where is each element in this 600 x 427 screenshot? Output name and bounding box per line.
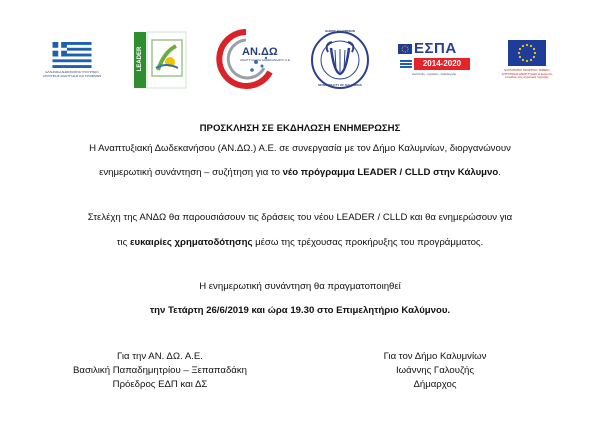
eu-mini-flag-icon <box>398 44 412 54</box>
greek-ministry-caption: ΕΛΛΗΝΙΚΗ ΔΗΜΟΚΡΑΤΙΑ ΥΠΟΥΡΓΕΙΟ ΑΓΡΟΤΙΚΗΣ ΑΝΑΠΤΥΞΗΣ ΚΑΙ ΤΡΟΦΙΜΩΝ <box>42 70 102 78</box>
andho-logo <box>212 28 291 90</box>
kalymnos-municipality-logo <box>310 30 370 90</box>
document-heading: ΠΡΟΣΚΛΗΣΗ ΣΕ ΕΚΔΗΛΩΣΗ ΕΝΗΜΕΡΩΣΗΣ <box>199 123 401 134</box>
kalymnos-seal-icon <box>310 30 370 90</box>
kalymnos-ring-bottom: MUNICIPALITY OF KALYMNOS <box>318 83 362 87</box>
eu-flag-icon <box>508 40 546 66</box>
paragraph-1-line-2 <box>0 167 600 178</box>
greek-ministry-logo <box>40 42 104 86</box>
paragraph-2-line-1: Στελέχη της ΑΝΔΩ θα παρουσιάσουν τις δράσεις του νέου LEADER / CLLD και θα ενημερώσουν για <box>87 212 513 223</box>
signature-left-org: Για την ΑΝ. ΔΩ. Α.Ε. <box>117 351 203 362</box>
eu-eafrd-logo <box>496 40 558 86</box>
espa-text: ΕΣΠΑ <box>414 40 457 57</box>
andho-subtitle: ΑΝΑΠΤΥΞΙΑΚΗ ΔΩΔΕΚΑΝΗΣΟΥ Α.Ε. <box>240 58 291 62</box>
kalymnos-ring-top: ΔΗΜΟΣ ΚΑΛΥΜΝΙΩΝ <box>325 29 355 33</box>
signature-right-org: Για τον Δήμο Καλυμνίων <box>383 351 487 362</box>
paragraph-2-line-2 <box>0 237 600 248</box>
signature-right-name: Ιωάννης Γαλουζής <box>395 365 474 376</box>
logo-strip <box>0 28 600 92</box>
signature-right-title: Δήμαρχος <box>413 379 457 390</box>
signature-left <box>40 350 280 392</box>
espa-motto: ανάπτυξη - εργασία - αλληλεγγύη <box>411 72 457 76</box>
p2-line2-start: τις <box>116 237 130 248</box>
andho-text: ΑΝ.ΔΩ <box>242 46 278 58</box>
leader-logo <box>134 32 186 88</box>
paragraph-3-line-1: Η ενημερωτική συνάντηση θα πραγματοποιηθεί <box>199 281 401 292</box>
greek-flag-icon <box>52 42 92 68</box>
espa-logo <box>398 40 470 86</box>
signature-left-name: Βασιλική Παπαδημητρίου – Ξεπαπαδάκη <box>73 365 247 376</box>
eu-caption: ΕΥΡΩΠΑΪΚΟ ΓΕΩΡΓΙΚΟ ΤΑΜΕΙΟ ΑΓΡΟΤΙΚΗΣ ΑΝΑΠΤΥΞΗΣ Η Ευρώπη επενδύει στις αγροτικές περιοχές <box>501 68 553 79</box>
leader-text: LEADER <box>137 46 143 72</box>
p2-line2-end: μέσω της τρέχουσας προκήρυξης του προγράμματος. <box>252 237 484 248</box>
funding-opportunities-highlight: ευκαιρίες χρηματοδότησης <box>129 237 253 248</box>
espa-years: 2014-2020 <box>414 58 470 70</box>
signature-left-title: Πρόεδρος ΕΔΠ και ΔΣ <box>112 379 208 390</box>
greek-mini-flag-icon <box>400 60 412 68</box>
paragraph-1-line-1: Η Αναπτυξιακή Δωδεκανήσου (ΑΝ.ΔΩ.) Α.Ε. σε συνεργασία με τον Δήμο Καλυμνίων, διοργανώνουν <box>89 143 511 154</box>
signature-right <box>330 350 540 392</box>
p1-line2-end: . <box>498 167 501 178</box>
event-date-location: την Τετάρτη 26/6/2019 και ώρα 19.30 στο Επιμελητήριο Καλύμνου. <box>149 305 451 316</box>
p1-line2-text: ενημερωτική συνάντηση – συζήτηση για το <box>99 167 283 178</box>
program-name-highlight: νέο πρόγραμμα LEADER / CLLD στην Κάλυμνο <box>282 167 499 178</box>
